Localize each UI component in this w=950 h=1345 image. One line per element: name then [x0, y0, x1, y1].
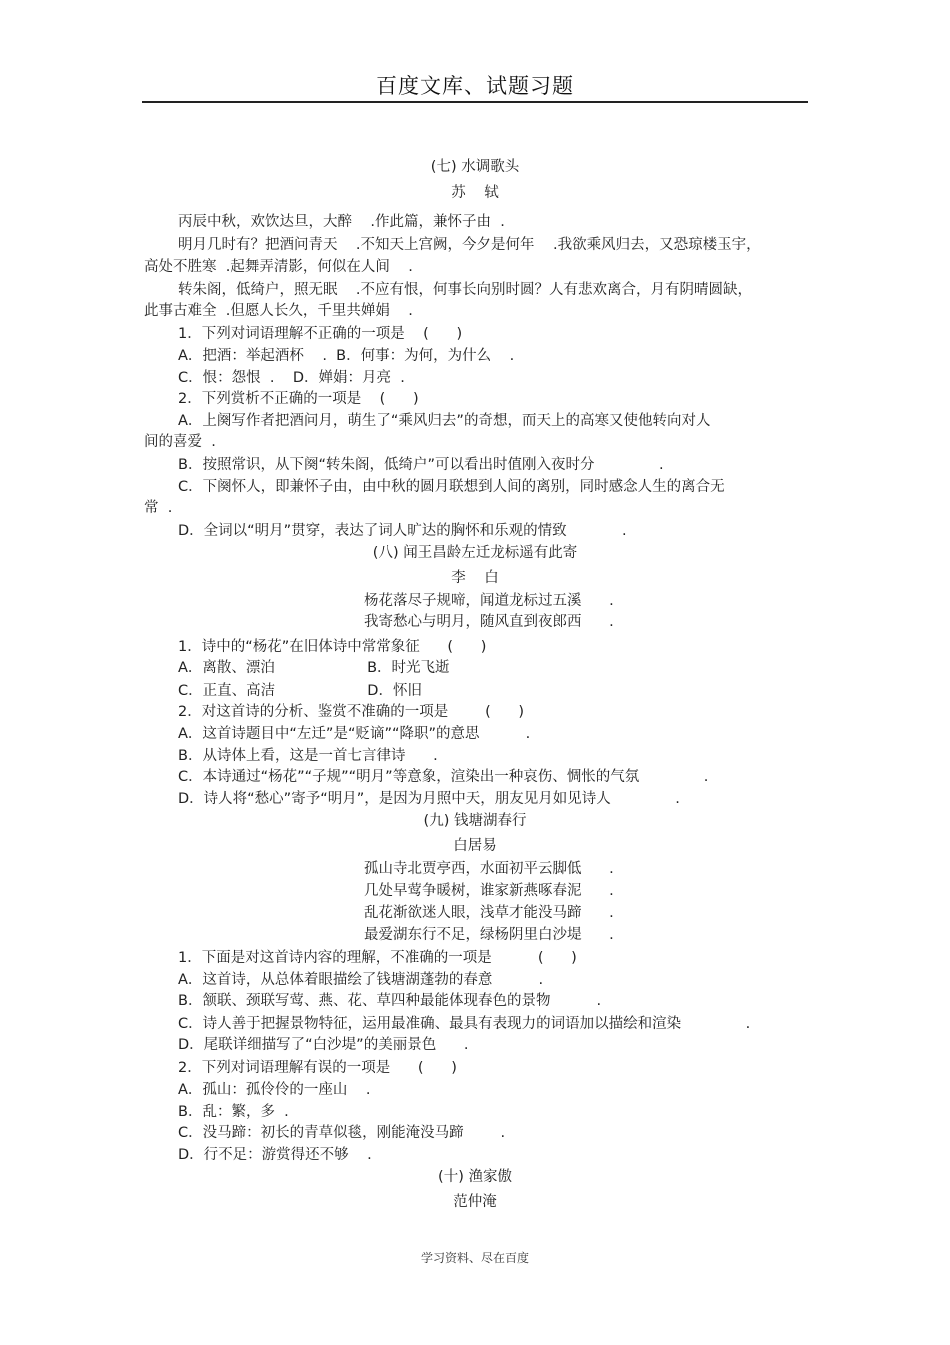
text-line: D．诗人将“愁心”寄予“明月”，是因为月照中天，朋友见月如见诗人 .	[178, 791, 680, 807]
page-header-title: 百度文库、试题习题	[376, 74, 574, 98]
text-line: C．诗人善于把握景物特征，运用最准确、最具有表现力的词语加以描绘和渲染 .	[178, 1016, 751, 1032]
text-line: 丙辰中秋，欢饮达旦，大醉 .作此篇，兼怀子由 .	[178, 214, 505, 230]
text-line: C．下阕怀人，即兼怀子由，由中秋的圆月联想到人间的离别，同时感念人生的离合无	[178, 479, 725, 495]
text-line: 转朱阁，低绮户，照无眠 .不应有恨，何事长向别时圆？人有悲欢离合，月有阴晴圆缺，	[178, 282, 753, 298]
text-line: D．全词以“明月”贯穿，表达了词人旷达的胸怀和乐观的情致 .	[178, 523, 627, 539]
text-line: C．恨：怨恨 . D．婵娟：月亮 .	[178, 370, 405, 386]
text-line: 常 .	[144, 500, 173, 516]
text-line: 最爱湖东行不足，绿杨阴里白沙堤 .	[364, 927, 614, 943]
text-line: A．把酒：举起酒杯 . B．何事：为何，为什么 .	[178, 348, 515, 364]
text-line: A．离散、漂泊 B．时光飞逝	[178, 660, 450, 676]
text-line: 2．对这首诗的分析、鉴赏不准确的一项是 ( )	[178, 704, 525, 720]
text-line: 1．诗中的“杨花”在旧体诗中常常象征 ( )	[178, 639, 487, 655]
text-line: D．尾联详细描写了“白沙堤”的美丽景色 .	[178, 1037, 469, 1053]
text-line: 几处早莺争暖树，谁家新燕啄春泥 .	[364, 883, 614, 899]
text-line: 间的喜爱 .	[144, 434, 216, 450]
section-title: (八) 闻王昌龄左迁龙标遥有此寄	[372, 545, 578, 561]
text-line: A．孤山：孤伶伶的一座山 .	[178, 1082, 371, 1098]
text-line: C．没马蹄：初长的青草似毯，刚能淹没马蹄 .	[178, 1125, 506, 1141]
text-line: B．从诗体上看，这是一首七言律诗 .	[178, 748, 438, 764]
author: 苏 轼	[451, 185, 499, 201]
text-line: 2．下列赏析不正确的一项是 ( )	[178, 391, 419, 407]
section-title: (七) 水调歌头	[430, 159, 520, 175]
text-line: B．按照常识，从下阕“转朱阁，低绮户”可以看出时值刚入夜时分 .	[178, 457, 664, 473]
text-line: B．乱：繁，多 .	[178, 1104, 289, 1120]
text-line: B．颔联、颈联写莺、燕、花、草四种最能体现春色的景物 .	[178, 993, 602, 1009]
text-line: 我寄愁心与明月，随风直到夜郎西 .	[364, 614, 614, 630]
text-line: 2．下列对词语理解有误的一项是 ( )	[178, 1060, 457, 1076]
text-line: 1．下面是对这首诗内容的理解，不准确的一项是 ( )	[178, 950, 577, 966]
text-line: 乱花渐欲迷人眼，浅草才能没马蹄 .	[364, 905, 614, 921]
page-footer: 学习资料、尽在百度	[420, 1251, 529, 1265]
author: 范仲淹	[453, 1194, 497, 1210]
author: 白居易	[453, 838, 497, 854]
text-line: 高处不胜寒 .起舞弄清影，何似在人间 .	[144, 259, 413, 275]
text-line: A．上阕写作者把酒问月，萌生了“乘风归去”的奇想，而天上的高寒又使他转向对人	[178, 413, 711, 429]
text-line: C．正直、高洁 D．怀旧	[178, 683, 422, 699]
section-title: (十) 渔家傲	[438, 1169, 512, 1185]
text-line: 杨花落尽子规啼，闻道龙标过五溪 .	[364, 593, 614, 609]
text-line: 孤山寺北贾亭西，水面初平云脚低 .	[364, 861, 614, 877]
text-line: 此事古难全 .但愿人长久，千里共婵娟 .	[144, 303, 413, 319]
section-title: (九) 钱塘湖春行	[423, 813, 527, 829]
text-line: 明月几时有？把酒问青天 .不知天上宫阙，今夕是何年 .我欲乘风归去，又恐琼楼玉宇，	[178, 237, 761, 253]
text-line: D．行不足：游赏得还不够 .	[178, 1147, 372, 1163]
header-divider	[142, 101, 808, 103]
text-line: A．这首诗，从总体着眼描绘了钱塘湖蓬勃的春意 .	[178, 972, 544, 988]
text-line: 1．下列对词语理解不正确的一项是 ( )	[178, 326, 463, 342]
author: 李 白	[451, 570, 499, 586]
text-line: C．本诗通过“杨花”“子规”“明月”等意象，渲染出一种哀伤、惆怅的气氛 .	[178, 769, 709, 785]
text-line: A．这首诗题目中“左迁”是“贬谪”“降职”的意思 .	[178, 726, 531, 742]
